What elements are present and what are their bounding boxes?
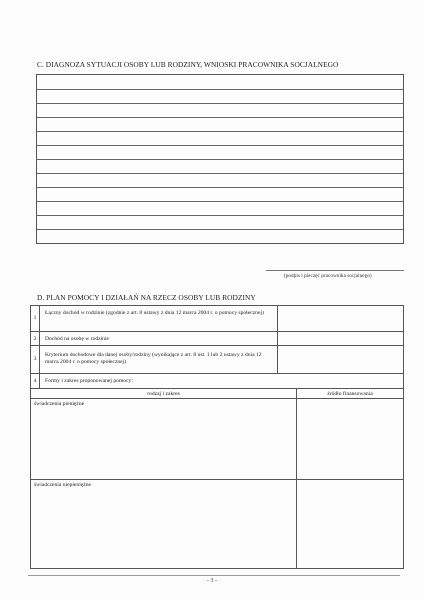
type-scope-header: rodzaj i zakres (147, 391, 180, 397)
cash-benefits-label: świadczenia pieniężne (34, 401, 85, 407)
row-number: 2 (33, 336, 37, 342)
noncash-benefits-cell[interactable] (30, 479, 297, 569)
cash-benefits-cell[interactable] (30, 398, 297, 480)
writing-line (37, 159, 403, 160)
income-criterion-label: Kryterium dochodowe dla danej osoby/rodziny (wynikające z art. 8 ust. 1 lub 2 ustawy z dnia 12 marca 2004 r. o pomocy społecznej) (45, 352, 262, 365)
income-per-person-label-cell (39, 331, 278, 346)
writing-line (37, 229, 403, 230)
section-d-title: D. PLAN POMOCY I DZIAŁAŃ NA RZECZ OSOBY LUB RODZINY (37, 293, 256, 302)
signature-caption: (podpis i pieczęć pracownika socjalnego) (284, 273, 372, 279)
section-c-title: C. DIAGNOZA SYTUACJI OSOBY LUB RODZINY, WNIOSKI PRACOWNIKA SOCJALNEGO (37, 60, 339, 69)
writing-line (37, 187, 403, 188)
writing-line (37, 201, 403, 202)
writing-line (37, 117, 403, 118)
noncash-benefits-label: świadczenia niepieniężne (34, 482, 91, 488)
writing-line (37, 145, 403, 146)
income-per-person-label: Dochód na osobę w rodzinie (45, 336, 110, 342)
row-number: 1 (33, 315, 37, 321)
writing-line (37, 173, 403, 174)
writing-line (37, 215, 403, 216)
row-number: 3 (33, 356, 37, 362)
cash-benefits-source-cell[interactable] (296, 398, 404, 480)
noncash-benefits-source-cell[interactable] (296, 479, 404, 569)
funding-source-header: źródło finansowania (327, 391, 373, 397)
aid-forms-label: Formy i zakres proponowanej pomocy: (45, 378, 133, 384)
page-number: - 3 - (207, 578, 217, 584)
aid-forms-label-cell (39, 373, 404, 389)
total-income-label: Łączny dochód w rodzinie (zgodnie z art. 8 ustawy z dnia 12 marca 2004 r. o pomocy społecznej) (45, 310, 264, 316)
diagnosis-text-area[interactable] (36, 74, 404, 244)
writing-line (37, 103, 403, 104)
footer-rule (28, 575, 400, 576)
income-per-person-value-cell[interactable] (277, 331, 404, 346)
writing-line (37, 131, 403, 132)
total-income-value-cell[interactable] (277, 305, 404, 332)
signature-line[interactable] (266, 270, 404, 271)
income-criterion-label-cell (39, 345, 278, 374)
writing-line (37, 89, 403, 90)
income-criterion-value-cell[interactable] (277, 345, 404, 374)
total-income-label-cell (39, 305, 278, 332)
row-number: 4 (33, 378, 37, 384)
